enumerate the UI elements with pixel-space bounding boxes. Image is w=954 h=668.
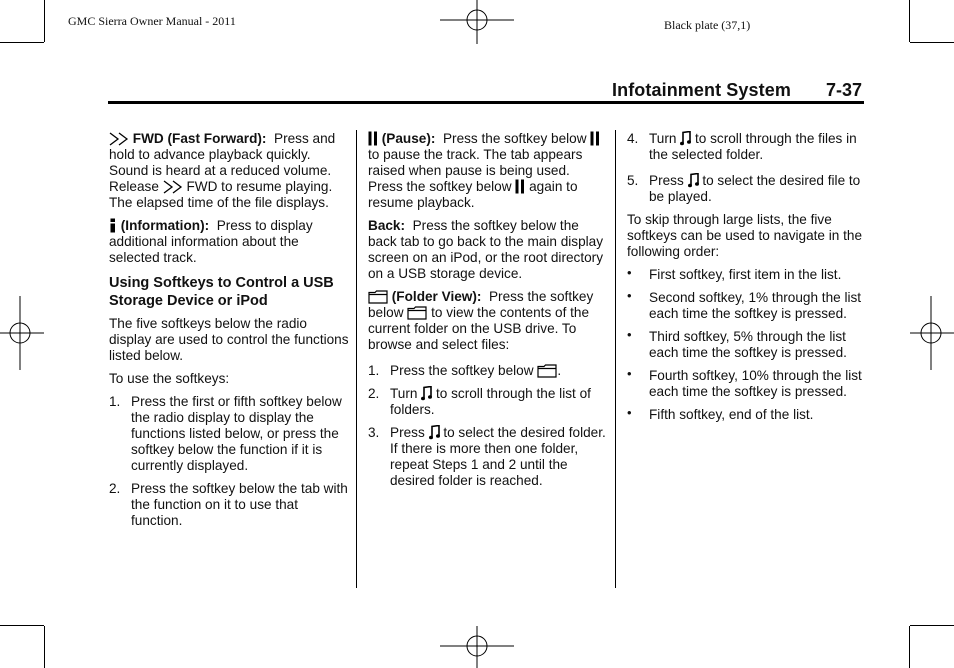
back-label: Back: bbox=[368, 218, 406, 233]
list-item: • Fifth softkey, end of the list. bbox=[627, 405, 814, 422]
crop-mark bbox=[0, 42, 44, 43]
pause-paragraph: (Pause): Press the softkey below to pause the track. The tab appears raised when pause is being used. Press the softkey below again to resume playback. bbox=[368, 131, 606, 211]
folder-icon bbox=[368, 290, 388, 304]
list-item: 5. Press to select the desired file to be played. bbox=[627, 173, 861, 204]
crop-mark bbox=[909, 626, 910, 668]
list-item: • Second softkey, 1% through the list each time the softkey is pressed. bbox=[627, 288, 862, 321]
softkeys-intro: The five softkeys below the radio display are used to control the functions listed below. bbox=[109, 316, 349, 363]
info-icon bbox=[109, 218, 117, 233]
manual-title: GMC Sierra Owner Manual - 2011 bbox=[68, 14, 236, 28]
folder-label: (Folder View): bbox=[391, 289, 482, 304]
list-item: 2. Turn to scroll through the list of folders. bbox=[368, 386, 591, 417]
folder-icon bbox=[537, 364, 557, 378]
fwd-text: Press and hold to advance playback quickly. Sound is heard at a reduced volume. Release bbox=[109, 131, 336, 194]
registration-mark-right bbox=[910, 296, 954, 370]
header-rule bbox=[108, 101, 864, 104]
crop-mark bbox=[44, 626, 45, 668]
registration-mark-top bbox=[440, 0, 514, 44]
list-item: 1. Press the first or fifth softkey below the radio display to display the functions listed below, or press the softkey below the function if it is currently displayed. bbox=[109, 394, 342, 473]
page-number: 7-37 bbox=[826, 80, 863, 100]
fast-forward-icon bbox=[109, 132, 129, 146]
music-note-icon bbox=[680, 131, 691, 146]
music-note-icon bbox=[429, 425, 440, 440]
pause-icon bbox=[368, 131, 378, 146]
section-title: Infotainment System bbox=[612, 80, 791, 100]
column-divider bbox=[615, 130, 616, 588]
fwd-label: FWD (Fast Forward): bbox=[132, 131, 267, 146]
skip-paragraph: To skip through large lists, the five softkeys can be used to navigate in the following order: bbox=[627, 212, 863, 259]
folder-icon bbox=[407, 306, 427, 320]
info-paragraph bbox=[109, 218, 349, 266]
softkeys-to-use: To use the softkeys: bbox=[109, 371, 230, 386]
registration-mark-bottom bbox=[440, 626, 514, 668]
list-item: • Fourth softkey, 10% through the list each time the softkey is pressed. bbox=[627, 366, 862, 399]
fwd-paragraph bbox=[109, 131, 349, 211]
registration-mark-left bbox=[0, 296, 44, 370]
info-text: Press to display additional information about the selected track. bbox=[109, 218, 313, 265]
column-2 bbox=[368, 131, 606, 496]
back-paragraph: Back: Press the softkey below the back tab to go back to the main display screen on an iPod, or the root directory on a USB storage device. bbox=[368, 218, 604, 281]
crop-mark bbox=[910, 625, 954, 626]
column-divider bbox=[356, 130, 357, 588]
list-item: 1. Press the softkey below . bbox=[368, 363, 562, 378]
plate-label: Black plate (37,1) bbox=[664, 18, 751, 32]
pause-label: (Pause): bbox=[381, 131, 436, 146]
fwd-text: FWD to resume playing. The elapsed time of the file displays. bbox=[109, 179, 333, 210]
list-item: • Third softkey, 5% through the list each time the softkey is pressed. bbox=[627, 327, 847, 360]
crop-mark bbox=[909, 0, 910, 42]
fast-forward-icon bbox=[163, 180, 183, 194]
list-item: 4. Turn to scroll through the files in the selected folder. bbox=[627, 131, 857, 162]
column-3 bbox=[627, 131, 869, 430]
list-item: 2. Press the softkey below the tab with the function on it to use that function. bbox=[109, 481, 348, 528]
pause-icon bbox=[590, 131, 600, 146]
folder-paragraph: (Folder View): Press the softkey below to view the contents of the current folder on the USB drive. To browse and select files: bbox=[368, 289, 594, 352]
softkeys-heading: Using Softkeys to Control a USB Storage Device or iPod bbox=[109, 275, 334, 309]
crop-mark bbox=[44, 0, 45, 42]
column-1 bbox=[109, 131, 349, 536]
list-item: 3. Press to select the desired folder. If there is more then one folder, repeat Steps 1 and 2 until the desired folder is reached. bbox=[368, 425, 606, 488]
crop-mark bbox=[0, 625, 44, 626]
crop-mark bbox=[910, 42, 954, 43]
list-item: • First softkey, first item in the list. bbox=[627, 265, 842, 282]
info-label: (Information): bbox=[120, 218, 210, 233]
music-note-icon bbox=[421, 386, 432, 401]
music-note-icon bbox=[688, 173, 699, 188]
pause-icon bbox=[515, 179, 525, 194]
